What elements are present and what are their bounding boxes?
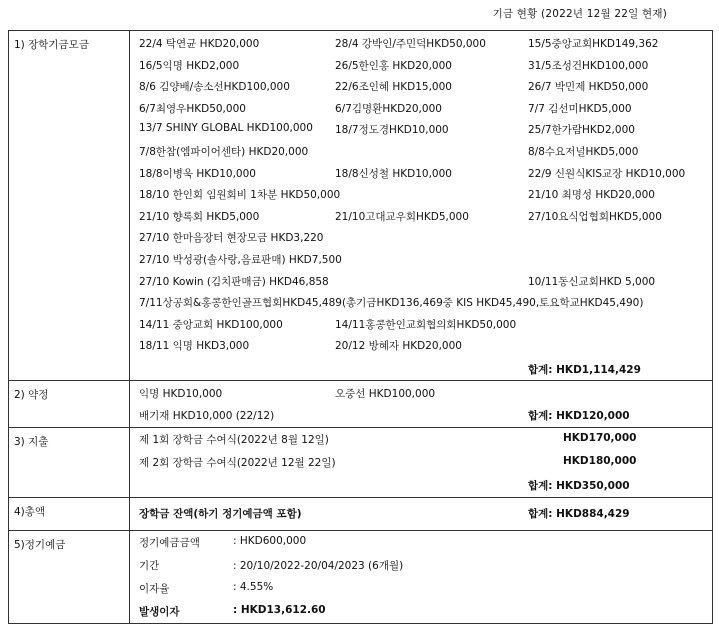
donation-entry: 26/7 박민제 HKD50,000 bbox=[528, 81, 649, 94]
donation-entry: 21/10 최명성 HKD20,000 bbox=[528, 189, 655, 202]
donation-entry: 21/10 향록회 HKD5,000 bbox=[139, 210, 260, 223]
donation-entry: 8/8수요저널HKD5,000 bbox=[528, 146, 639, 158]
section-label: 1) 장학기금모금 bbox=[9, 31, 130, 381]
pledge-item: 익명 HKD10,000 bbox=[139, 388, 223, 400]
donation-entry: 22/4 탁연균 HKD20,000 bbox=[139, 38, 260, 50]
donation-entry: 18/10 한인회 임원회비 1차분 HKD50,000 bbox=[139, 189, 341, 202]
section-label: 3) 지출 bbox=[9, 428, 130, 498]
donation-entry: 22/9 신원식KIS교장 HKD10,000 bbox=[528, 167, 686, 180]
donation-entry: 6/7김명환HKD20,000 bbox=[335, 102, 442, 115]
balance-desc: 장학금 잔액(하기 정기예금액 포함) bbox=[139, 508, 302, 520]
deposit-value: : 4.55% bbox=[233, 581, 274, 593]
deposit-value: : 20/10/2022-20/04/2023 (6개월) bbox=[233, 560, 404, 572]
donation-entry: 27/10 Kowin (김치판매금) HKD46,858 bbox=[139, 275, 329, 288]
donation-entry: 31/5조성건HKD100,000 bbox=[528, 59, 649, 72]
deposit-key: 발생이자 bbox=[139, 606, 180, 618]
pledge-item: 오중선 HKD100,000 bbox=[335, 388, 436, 400]
pledge-total: 합계: HKD120,000 bbox=[528, 410, 630, 422]
donation-entry: 14/11홍콩한인교회협의회HKD50,000 bbox=[335, 318, 517, 331]
donation-entry: 27/10요식업협회HKD5,000 bbox=[528, 210, 662, 223]
deposit-value: : HKD13,612.60 bbox=[233, 604, 326, 616]
report-header: 기금 현황 (2022년 12월 22일 현재) bbox=[492, 8, 667, 20]
deposit-key: 기간 bbox=[139, 560, 160, 572]
fund-status-table bbox=[8, 30, 713, 624]
expense-desc: 제 1회 장학금 수여식(2022년 8월 12일) bbox=[139, 434, 329, 446]
donation-entry: 20/12 방혜자 HKD20,000 bbox=[335, 340, 462, 353]
pledge-item: 배기재 HKD10,000 (22/12) bbox=[139, 410, 275, 422]
donation-entry: 18/7정도경HKD10,000 bbox=[335, 124, 449, 137]
donation-entry: 16/5익명 HKD2,000 bbox=[139, 59, 240, 72]
donation-entry: 27/10 박성광(솔사랑,음료판매) HKD7,500 bbox=[139, 254, 342, 266]
donation-entry: 22/6조인혜 HKD15,000 bbox=[335, 81, 452, 94]
expense-desc: 제 2회 장학금 수여식(2022년 12월 22일) bbox=[139, 457, 336, 469]
donation-entry: 7/8한참(엠파이어센타) HKD20,000 bbox=[139, 146, 309, 158]
expense-total: 합계: HKD350,000 bbox=[528, 480, 630, 492]
balance-total: 합계: HKD884,429 bbox=[528, 508, 630, 520]
section-label: 5)정기예금 bbox=[9, 531, 130, 624]
section-pledges bbox=[9, 381, 713, 428]
donation-entry: 14/11 중앙교회 HKD100,000 bbox=[139, 318, 283, 331]
deposit-value: : HKD600,000 bbox=[233, 535, 307, 547]
donation-entry: 18/11 익명 HKD3,000 bbox=[139, 340, 250, 353]
donation-entry: 18/8이병욱 HKD10,000 bbox=[139, 167, 256, 180]
donation-entry: 28/4 강박인/주민덕HKD50,000 bbox=[335, 38, 486, 50]
deposit-key: 정기예금금액 bbox=[139, 537, 200, 549]
expense-amount: HKD180,000 bbox=[563, 455, 637, 467]
expense-amount: HKD170,000 bbox=[563, 432, 637, 444]
deposit-key: 이자율 bbox=[139, 583, 170, 595]
donation-entry: 7/7 김선미HKD5,000 bbox=[528, 102, 632, 115]
section-expenses bbox=[9, 428, 713, 498]
donation-entry: 21/10고대교우회HKD5,000 bbox=[335, 210, 469, 223]
section-balance bbox=[9, 498, 713, 531]
donation-entry: 25/7한가람HKD2,000 bbox=[528, 124, 635, 137]
section-donations bbox=[9, 31, 713, 381]
donation-entry: 8/6 김양배/송소선HKD100,000 bbox=[139, 81, 290, 94]
donation-entry: 15/5중앙교회HKD149,362 bbox=[528, 38, 659, 50]
donation-entry: 26/5한인홍 HKD20,000 bbox=[335, 59, 452, 72]
donations-list bbox=[130, 31, 712, 380]
section-deposit bbox=[9, 531, 713, 624]
donation-entry: 27/10 한마음장터 현장모금 HKD3,220 bbox=[139, 232, 324, 245]
donation-entry: 13/7 SHINY GLOBAL HKD100,000 bbox=[139, 122, 313, 135]
section-label: 4)총액 bbox=[9, 498, 130, 531]
section-label: 2) 약정 bbox=[9, 381, 130, 428]
donation-entry: 7/11상공회&홍콩한인골프협회HKD45,489(총기금HKD136,469중 KIS HKD45,490,토요학교HKD45,490) bbox=[139, 297, 644, 310]
donation-entry: 10/11동신교회HKD 5,000 bbox=[528, 275, 656, 288]
donation-entry: 18/8신성철 HKD10,000 bbox=[335, 167, 452, 180]
donation-entry: 6/7최영우HKD50,000 bbox=[139, 102, 246, 115]
donation-total: 합계: HKD1,114,429 bbox=[528, 364, 641, 376]
